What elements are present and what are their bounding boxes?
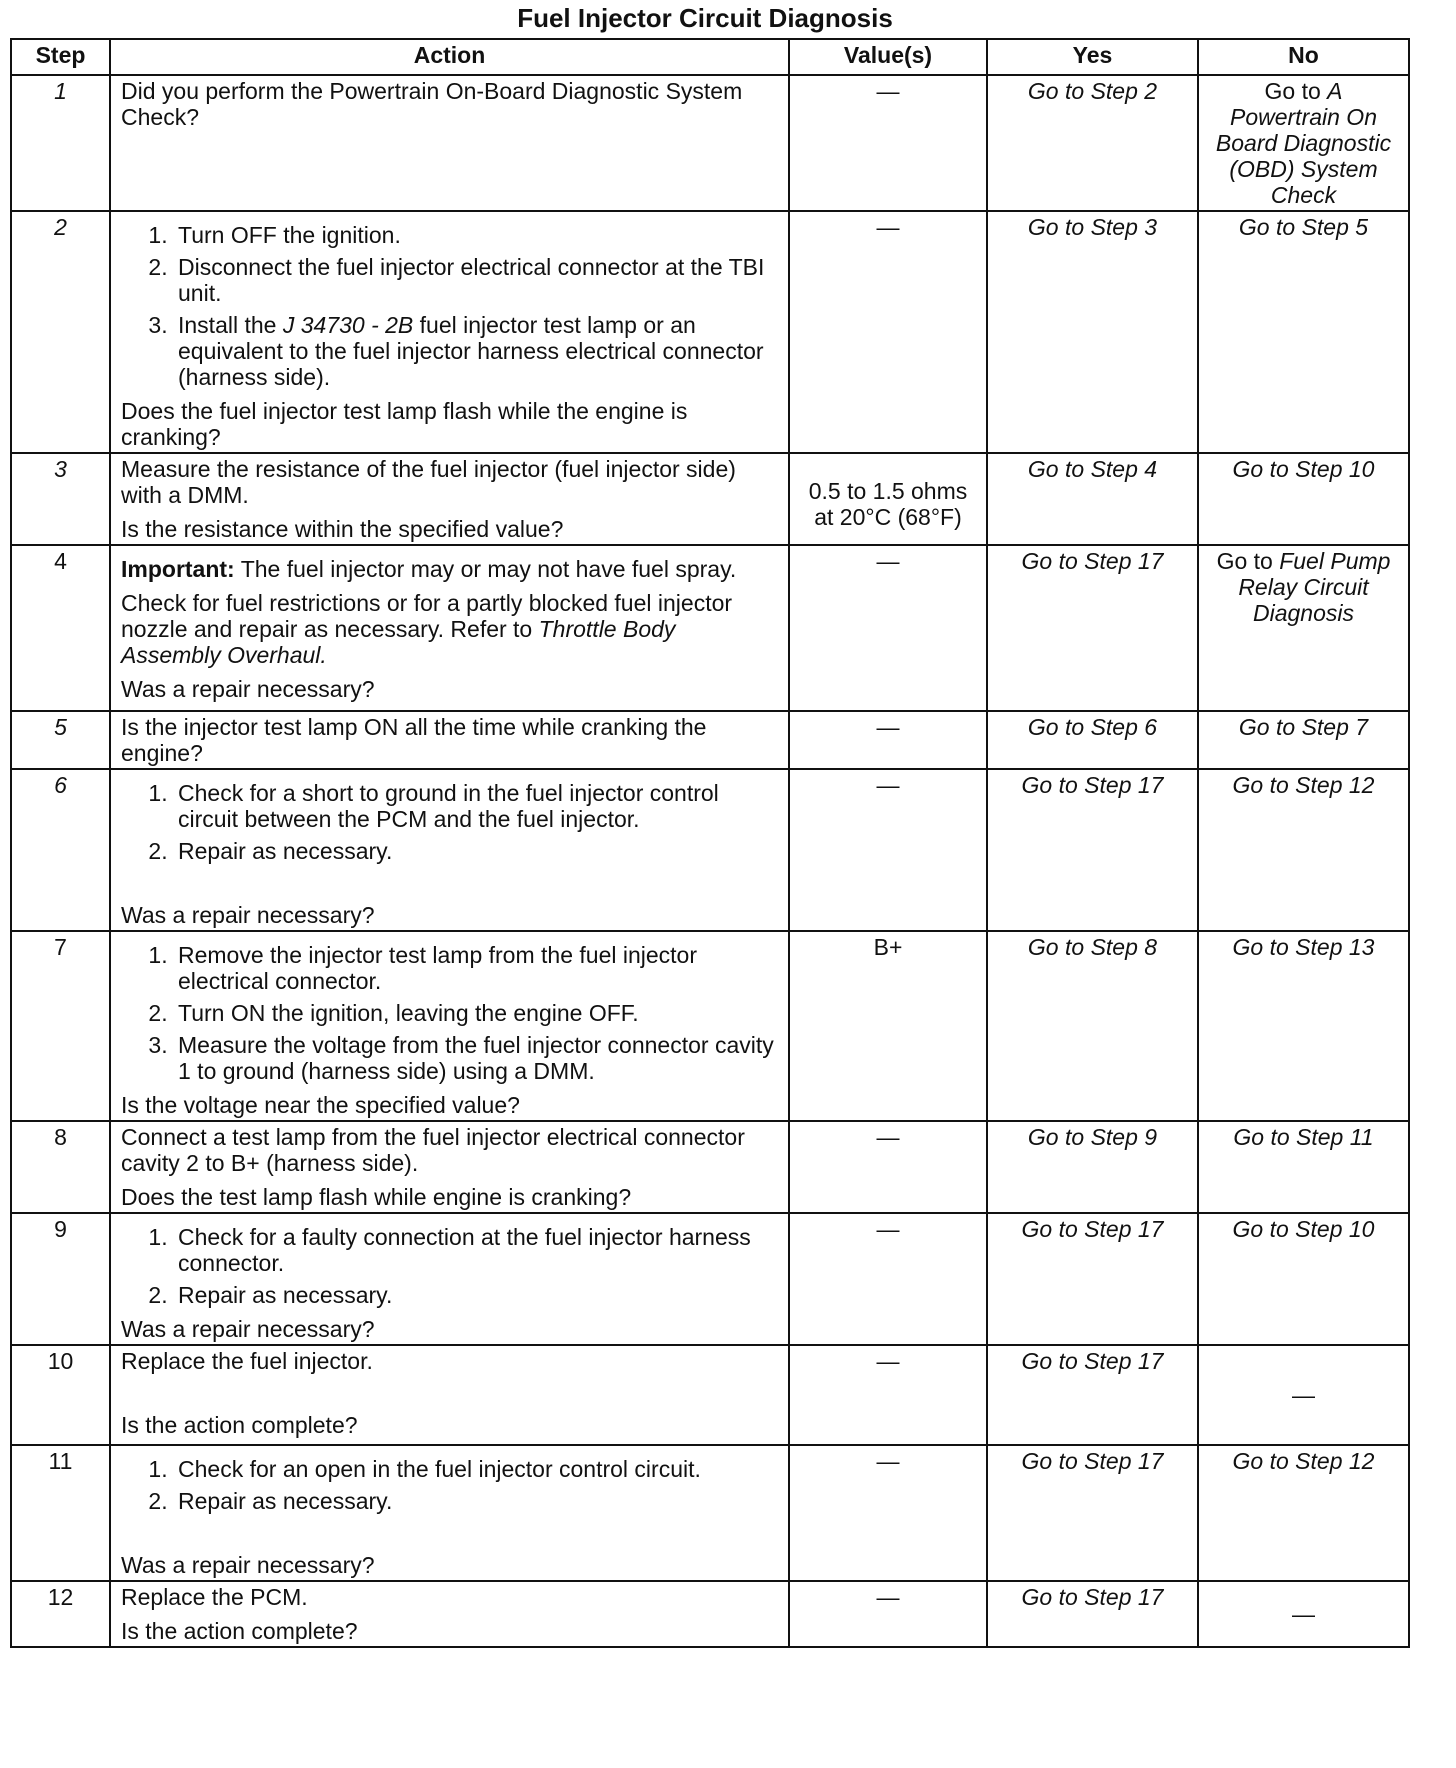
action-question: Is the injector test lamp ON all the time while cranking the engine? <box>121 714 707 766</box>
page-title: Fuel Injector Circuit Diagnosis <box>517 3 893 33</box>
diagnosis-table <box>10 38 1410 1648</box>
step-number: 9 <box>11 1213 110 1345</box>
step-number: 2 <box>11 211 110 453</box>
important-label: Important: <box>121 556 235 582</box>
action-cell <box>110 1445 789 1581</box>
step-number: 6 <box>11 769 110 931</box>
header-row <box>11 39 1409 75</box>
action-question: Is the voltage near the specified value? <box>121 1092 520 1118</box>
action-cell <box>110 211 789 453</box>
action-step: 1. Check for a short to ground in the fuel injector control circuit between the PCM and the fuel injector. <box>174 780 778 832</box>
table-row <box>11 1345 1409 1445</box>
value-cell: — <box>789 211 987 453</box>
action-step: 3. Measure the voltage from the fuel injector connector cavity 1 to ground (harness side) using a DMM. <box>174 1032 778 1084</box>
yes-cell: Go to Step 17 <box>987 769 1198 931</box>
action-steps <box>121 942 778 1084</box>
header-no: No <box>1198 39 1409 75</box>
header-values: Value(s) <box>789 39 987 75</box>
action-question: Is the action complete? <box>121 1412 358 1438</box>
value-cell: — <box>789 1445 987 1581</box>
action-step: 2. Turn ON the ignition, leaving the engine OFF. <box>174 1000 778 1026</box>
action-cell <box>110 453 789 545</box>
action-text: Measure the resistance of the fuel injector (fuel injector side) with a DMM. <box>121 456 736 508</box>
important-text: The fuel injector may or may not have fuel spray. <box>234 556 737 582</box>
action-text <box>121 590 778 668</box>
no-cell: — <box>1198 1581 1409 1647</box>
table-row <box>11 211 1409 453</box>
value-cell: — <box>789 769 987 931</box>
header-yes: Yes <box>987 39 1198 75</box>
no-cell: Go to Step 12 <box>1198 1445 1409 1581</box>
yes-cell: Go to Step 8 <box>987 931 1198 1121</box>
no-cell: — <box>1198 1345 1409 1445</box>
value-cell: — <box>789 545 987 711</box>
important-note <box>121 556 778 582</box>
table-row <box>11 1213 1409 1345</box>
step-number: 3 <box>11 453 110 545</box>
action-question: Was a repair necessary? <box>121 676 375 702</box>
value-cell: — <box>789 1581 987 1647</box>
action-question: Is the resistance within the specified value? <box>121 516 564 542</box>
action-steps <box>121 1224 778 1308</box>
step-number: 4 <box>11 545 110 711</box>
value-cell: B+ <box>789 931 987 1121</box>
step-number: 8 <box>11 1121 110 1213</box>
action-cell <box>110 1345 789 1445</box>
action-text: Replace the fuel injector. <box>121 1348 373 1374</box>
no-cell: Go to Step 5 <box>1198 211 1409 453</box>
yes-cell: Go to Step 6 <box>987 711 1198 769</box>
table-row <box>11 1445 1409 1581</box>
yes-cell: Go to Step 17 <box>987 545 1198 711</box>
action-cell <box>110 931 789 1121</box>
action-question: Does the fuel injector test lamp flash while the engine is cranking? <box>121 398 688 450</box>
action-step: 2. Repair as necessary. <box>174 838 778 864</box>
value-cell: 0.5 to 1.5 ohms at 20°C (68°F) <box>789 453 987 545</box>
yes-cell: Go to Step 9 <box>987 1121 1198 1213</box>
value-cell: — <box>789 1345 987 1445</box>
no-cell: Go to Step 10 <box>1198 453 1409 545</box>
action-step: 2. Disconnect the fuel injector electrical connector at the TBI unit. <box>174 254 778 306</box>
procedure-reference: Throttle Body Assembly Overhaul. <box>121 616 676 668</box>
header-step: Step <box>11 39 110 75</box>
step-text: Install the <box>178 312 283 338</box>
no-cell: Go to Step 7 <box>1198 711 1409 769</box>
value-cell: — <box>789 1213 987 1345</box>
yes-cell: Go to Step 17 <box>987 1345 1198 1445</box>
no-cell: Go to Step 10 <box>1198 1213 1409 1345</box>
action-question: Did you perform the Powertrain On-Board Diagnostic System Check? <box>121 78 743 130</box>
step-text: fuel injector test lamp or an equivalent to the fuel injector harness electrical connector (harness side). <box>178 312 764 390</box>
action-cell <box>110 1581 789 1647</box>
table-row <box>11 545 1409 711</box>
action-step: 1. Turn OFF the ignition. <box>174 222 778 248</box>
action-question: Is the action complete? <box>121 1618 358 1644</box>
no-cell: Go to Step 11 <box>1198 1121 1409 1213</box>
action-cell <box>110 1121 789 1213</box>
table-row <box>11 711 1409 769</box>
no-reference: Fuel Pump Relay Circuit Diagnosis <box>1238 548 1391 626</box>
action-text: Replace the PCM. <box>121 1584 308 1610</box>
no-reference: A Powertrain On Board Diagnostic (OBD) System Check <box>1215 78 1392 208</box>
value-cell: — <box>789 711 987 769</box>
yes-cell: Go to Step 4 <box>987 453 1198 545</box>
table-row <box>11 931 1409 1121</box>
step-number: 5 <box>11 711 110 769</box>
action-question: Was a repair necessary? <box>121 1552 375 1578</box>
action-step: 2. Repair as necessary. <box>174 1488 778 1514</box>
action-cell <box>110 711 789 769</box>
step-number: 7 <box>11 931 110 1121</box>
action-cell <box>110 545 789 711</box>
action-cell <box>110 769 789 931</box>
action-step: 1. Remove the injector test lamp from the fuel injector electrical connector. <box>174 942 778 994</box>
value-cell: — <box>789 75 987 211</box>
no-prefix: Go to <box>1216 548 1280 574</box>
yes-cell: Go to Step 17 <box>987 1581 1198 1647</box>
tool-reference: J 34730 - 2B <box>282 312 414 338</box>
yes-cell: Go to Step 2 <box>987 75 1198 211</box>
table-row <box>11 1581 1409 1647</box>
action-steps <box>121 222 778 390</box>
action-steps <box>121 1456 778 1514</box>
yes-cell: Go to Step 3 <box>987 211 1198 453</box>
step-number: 12 <box>11 1581 110 1647</box>
header-action: Action <box>110 39 789 75</box>
table-row <box>11 1121 1409 1213</box>
no-cell: Go to Step 12 <box>1198 769 1409 931</box>
action-question: Was a repair necessary? <box>121 902 375 928</box>
action-step <box>174 312 778 390</box>
action-question: Does the test lamp flash while engine is cranking? <box>121 1184 632 1210</box>
table-row <box>11 769 1409 931</box>
action-cell <box>110 75 789 211</box>
step-number: 10 <box>11 1345 110 1445</box>
step-number: 1 <box>11 75 110 211</box>
action-step: 1. Check for an open in the fuel injector control circuit. <box>174 1456 778 1482</box>
no-cell: Go to Step 13 <box>1198 931 1409 1121</box>
action-steps <box>121 780 778 864</box>
value-cell: — <box>789 1121 987 1213</box>
action-step: 1. Check for a faulty connection at the fuel injector harness connector. <box>174 1224 778 1276</box>
yes-cell: Go to Step 17 <box>987 1445 1198 1581</box>
no-cell <box>1198 75 1409 211</box>
action-text: Connect a test lamp from the fuel injector electrical connector cavity 2 to B+ (harness side). <box>121 1124 745 1176</box>
no-prefix: Go to <box>1264 78 1328 104</box>
action-question: Was a repair necessary? <box>121 1316 375 1342</box>
action-cell <box>110 1213 789 1345</box>
yes-cell: Go to Step 17 <box>987 1213 1198 1345</box>
no-cell <box>1198 545 1409 711</box>
table-row <box>11 453 1409 545</box>
action-text-part: Check for fuel restrictions or for a partly blocked fuel injector nozzle and repair as necessary. Refer to <box>121 590 733 642</box>
action-step: 2. Repair as necessary. <box>174 1282 778 1308</box>
table-row <box>11 75 1409 211</box>
step-number: 11 <box>11 1445 110 1581</box>
